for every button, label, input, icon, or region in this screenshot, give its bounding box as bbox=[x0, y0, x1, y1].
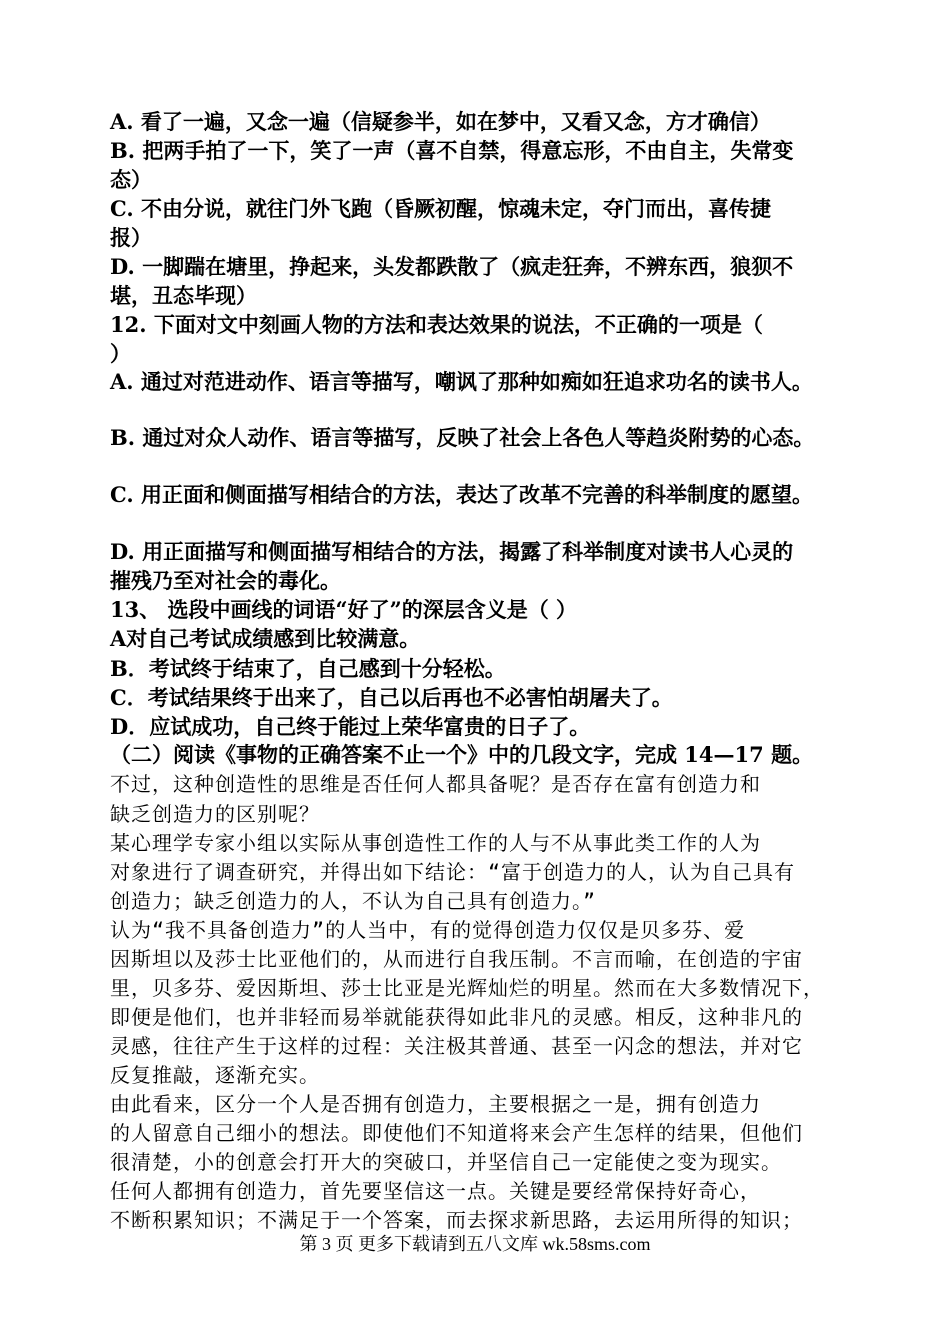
passage-line: 很清楚，小的创意会打开大的突破口，并坚信自己一定能使之变为现实。 bbox=[110, 1150, 782, 1174]
q11-option-b-cont: 态） bbox=[110, 167, 152, 192]
q12-stem-cont: ） bbox=[110, 341, 131, 366]
q12-option-a: A. 通过对范进动作、语言等描写，嘲讽了那种如痴如狂追求功名的读书人。 bbox=[110, 369, 813, 394]
q11-option-a: A. 看了一遍，又念一遍（信疑参半，如在梦中，又看又念，方才确信） bbox=[110, 109, 771, 134]
passage-line: 认为“我不具备创造力”的人当中，有的觉得创造力仅仅是贝多芬、爱 bbox=[110, 918, 746, 942]
passage-line: 对象进行了调查研究，并得出如下结论：“富于创造力的人，认为自己具有 bbox=[110, 860, 796, 884]
q11-option-d-cont: 堪，丑态毕现） bbox=[110, 283, 257, 308]
passage-line: 不过，这种创造性的思维是否任何人都具备呢？是否存在富有创造力和 bbox=[110, 772, 761, 796]
q12-stem: 12. 下面对文中刻画人物的方法和表达效果的说法，不正确的一项是（ bbox=[110, 312, 763, 337]
q13-option-a: A对自己考试成绩感到比较满意。 bbox=[110, 626, 421, 651]
q13-stem: 13、 选段中画线的词语“好了”的深层含义是（ ） bbox=[110, 597, 578, 622]
passage-line: 灵感，往往产生于这样的过程：关注极其普通、甚至一闪念的想法，并对它 bbox=[110, 1034, 803, 1058]
q11-option-c-cont: 报） bbox=[110, 225, 152, 250]
passage-line: 缺乏创造力的区别呢？ bbox=[110, 802, 320, 826]
q12-option-c: C. 用正面和侧面描写相结合的方法，表达了改革不完善的科举制度的愿望。 bbox=[110, 482, 813, 507]
q11-option-d: D. 一脚踹在塘里，挣起来，头发都跌散了（疯走狂奔，不辨东西，狼狈不 bbox=[110, 254, 794, 279]
passage-line: 某心理学专家小组以实际从事创造性工作的人与不从事此类工作的人为 bbox=[110, 831, 761, 855]
passage-line: 不断积累知识；不满足于一个答案，而去探求新思路，去运用所得的知识； bbox=[110, 1208, 803, 1232]
q12-option-d-cont: 摧残乃至对社会的毒化。 bbox=[110, 568, 341, 593]
passage-line: 里，贝多芬、爱因斯坦、莎士比亚是光辉灿烂的明星。然而在大多数情况下， bbox=[110, 976, 824, 1000]
q13-option-b: B．考试终于结束了，自己感到十分轻松。 bbox=[110, 656, 506, 681]
q12-option-b: B. 通过对众人动作、语言等描写，反映了社会上各色人等趋炎附势的心态。 bbox=[110, 425, 815, 450]
section-heading: （二）阅读《事物的正确答案不止一个》中的几段文字，完成 14—17 题。 bbox=[110, 742, 814, 767]
q13-option-c: C．考试结果终于出来了，自己以后再也不必害怕胡屠夫了。 bbox=[110, 685, 673, 710]
passage-line: 反复推敲，逐渐充实。 bbox=[110, 1063, 320, 1087]
passage-line: 由此看来，区分一个人是否拥有创造力，主要根据之一是，拥有创造力 bbox=[110, 1092, 761, 1116]
q11-option-b: B. 把两手拍了一下，笑了一声（喜不自禁，得意忘形，不由自主，失常变 bbox=[110, 138, 794, 163]
page-footer: 第 3 页 更多下载请到五八文库 wk.58sms.com bbox=[299, 1234, 651, 1254]
q13-option-d: D．应试成功，自己终于能过上荣华富贵的日子了。 bbox=[110, 714, 591, 739]
passage-line: 的人留意自己细小的想法。即使他们不知道将来会产生怎样的结果，但他们 bbox=[110, 1121, 803, 1145]
passage-line: 即便是他们，也并非轻而易举就能获得如此非凡的灵感。相反，这种非凡的 bbox=[110, 1005, 803, 1029]
passage-line: 任何人都拥有创造力，首先要坚信这一点。关键是要经常保持好奇心， bbox=[110, 1179, 761, 1203]
passage-line: 因斯坦以及莎士比亚他们的，从而进行自我压制。不言而喻，在创造的宇宙 bbox=[110, 947, 803, 971]
passage-line: 创造力；缺乏创造力的人，不认为自己具有创造力。” bbox=[110, 889, 597, 913]
q12-option-d: D. 用正面描写和侧面描写相结合的方法，揭露了科举制度对读书人心灵的 bbox=[110, 539, 794, 564]
q11-option-c: C. 不由分说，就往门外飞跑（昏厥初醒，惊魂未定，夺门而出，喜传捷 bbox=[110, 196, 771, 221]
